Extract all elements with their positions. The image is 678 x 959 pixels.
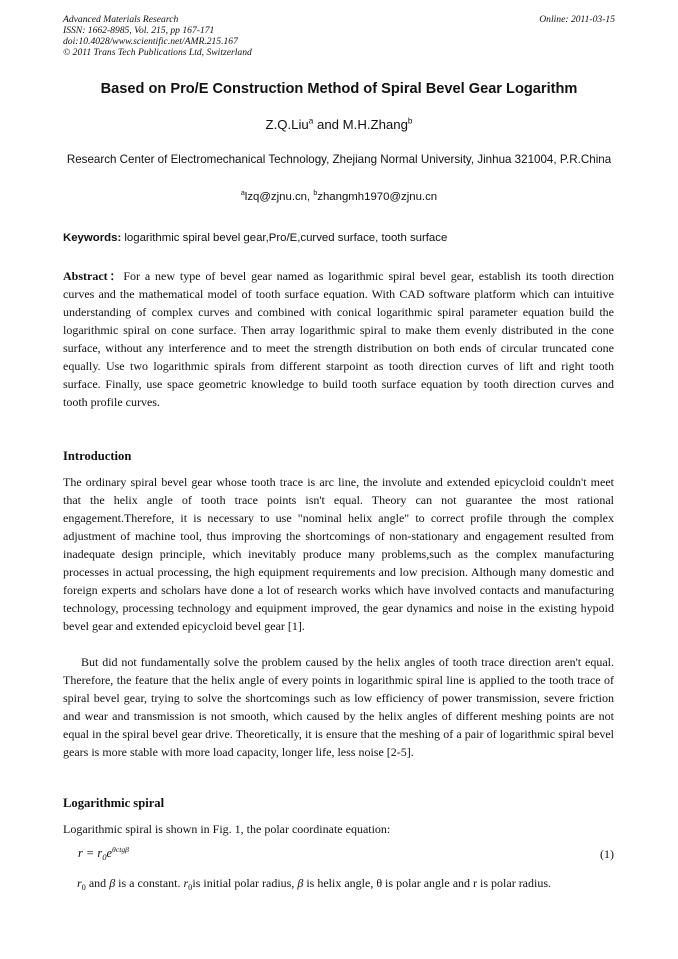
online-date: Online: 2011-03-15 xyxy=(539,14,615,25)
journal-name: Advanced Materials Research xyxy=(63,14,179,25)
var-text: is helix angle, θ is polar angle and r is polar radius. xyxy=(303,876,552,890)
var-text: is a constant. xyxy=(118,876,184,890)
symbol-r0: r xyxy=(77,876,82,890)
author-line xyxy=(40,117,638,132)
variable-definitions xyxy=(63,874,614,897)
email-mark: a xyxy=(240,190,245,198)
symbol-beta: β xyxy=(297,876,304,890)
email-mark: b xyxy=(313,190,318,198)
symbol-beta: β xyxy=(109,876,116,890)
polar-equation xyxy=(78,846,129,862)
issn-line: ISSN: 1662-8985, Vol. 215, pp 167-171 xyxy=(63,25,215,36)
keywords-label: Keywords: xyxy=(63,232,122,244)
author-affil-mark: b xyxy=(407,116,413,126)
symbol-r0: r xyxy=(183,876,189,890)
keywords-text: logarithmic spiral bevel gear,Pro/E,curved surface, tooth surface xyxy=(121,232,448,244)
copyright-line: © 2011 Trans Tech Publications Ltd, Switzerland xyxy=(63,47,252,58)
symbol-subscript: 0 xyxy=(188,883,193,892)
equation-base: e xyxy=(106,846,113,860)
keywords xyxy=(63,232,623,244)
var-text: and xyxy=(85,876,110,890)
abstract-text: For a new type of bevel gear named as logarithmic spiral bevel gear, establish its tooth direction curves and the mathematical model of tooth surface equation. With CAD software platform which can intuitive understanding of complex curves and combined with conical logarithmic spiral parameter equation build the logarithmic spiral on cone surface. Then array logarithmic spiral to make them evenly distributed in the cone surface, without any interference and to meet the strength distribution on both ends of circular truncated cone equally. Use two logarithmic spirals from different starpoint as tooth direction curves of lift and right tooth surface. Finally, use space geometric knowledge to build tooth surface equation by tooth direction curves and tooth profile curves. xyxy=(63,269,615,409)
affiliation: Research Center of Electromechanical Technology, Zhejiang Normal University, Jinhua 321004, P.R.China xyxy=(66,153,612,166)
equation-lhs: r = r xyxy=(78,846,103,860)
paper-title: Based on Pro/E Construction Method of Spiral Bevel Gear Logarithm xyxy=(100,81,578,97)
equation-number: (1) xyxy=(600,847,614,861)
email-link[interactable]: zhangmh1970@zjnu.cn xyxy=(317,191,438,203)
author-name: Z.Q.Liu xyxy=(265,117,309,132)
symbol-subscript: 0 xyxy=(81,883,86,892)
equation-exponent: θctgβ xyxy=(112,844,129,854)
intro-paragraph-2: But did not fundamentally solve the problem caused by the helix angles of tooth trace direction aren't equal. Therefore, the feature that the helix angle of every points in logarithmic spiral line is applied to the tooth trace of spiral bevel gear, trying to solve the shortcomings such as low efficiency of power transmission, severe friction and wear and transmission is not smooth, which caused by the helix angles of different meshing points are not equal in the spiral bevel gear drive. Theoretically, it is ensure that the meshing of a pair of logarithmic spiral bevel gears is more stable with more load capacity, longer life, less noise [2-5]. xyxy=(63,655,614,759)
author-affil-mark: a xyxy=(308,116,314,126)
email-link[interactable]: lzq@zjnu.cn, xyxy=(244,191,314,203)
journal-header xyxy=(63,14,615,58)
doi-line[interactable]: doi:10.4028/www.scientific.net/AMR.215.167 xyxy=(63,36,238,47)
abstract xyxy=(63,267,614,411)
author-name: M.H.Zhang xyxy=(342,117,408,132)
log-spiral-intro: Logarithmic spiral is shown in Fig. 1, the polar coordinate equation: xyxy=(63,822,391,836)
section-heading-logarithmic-spiral: Logarithmic spiral xyxy=(63,796,165,810)
author-connector: and xyxy=(313,117,343,132)
var-text: is initial polar radius, xyxy=(192,876,298,890)
author-emails xyxy=(40,191,638,203)
intro-paragraph-1: The ordinary spiral bevel gear whose tooth trace is arc line, the involute and extended epicycloid couldn't meet that the helix angle of tooth trace points isn't equal. Theory can not guarantee the most rational engagement.Therefore, it is necessary to use "nominal helix angle" to correct profile through the complex adjustment of machine tool, thus improving the shortcomings of non-stationary and engagement resulted from inadequate design principle, which inevitably produce many problems,such as the complex manufacturing processes in actual processing, the high equipment requirements and low precision. Although many domestic and foreign experts and scholars have done a lot of research works which have involved contacts and manufacturing technology, processing technology and equipment improved, the gear dynamics and noise in the existing hypoid bevel gear and extended epicycloid bevel gear [1]. xyxy=(63,475,614,633)
equation-subscript: 0 xyxy=(102,852,107,862)
section-heading-introduction: Introduction xyxy=(63,449,132,463)
abstract-label: Abstract： xyxy=(63,269,124,283)
